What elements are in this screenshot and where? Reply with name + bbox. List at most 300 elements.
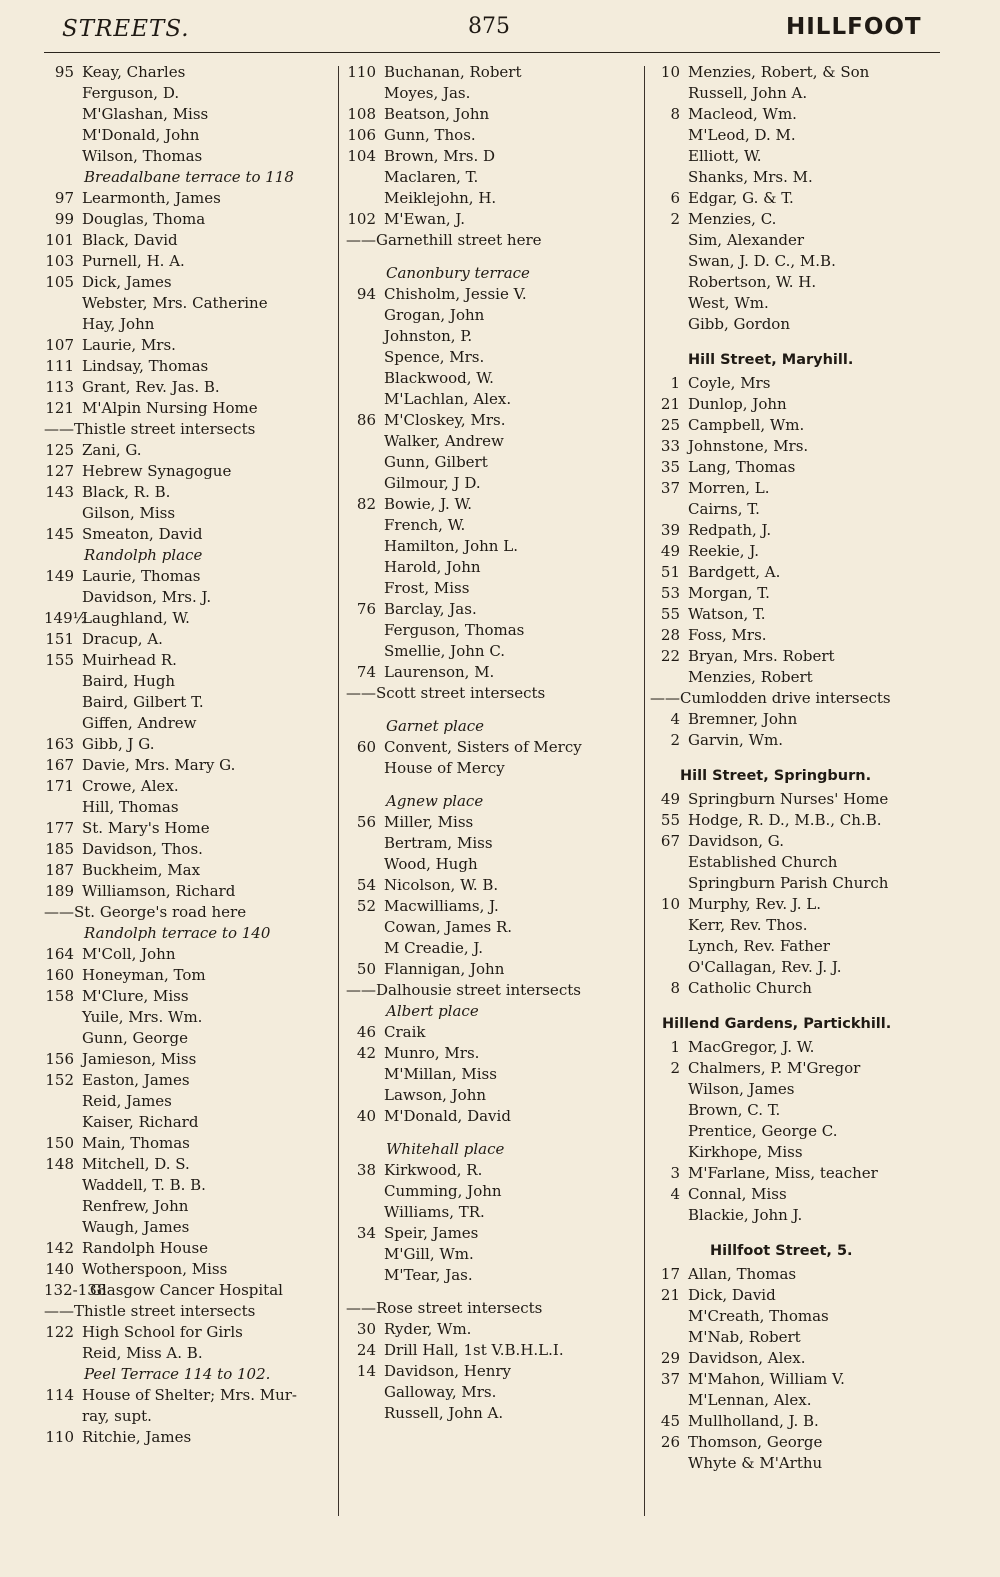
directory-entry [44,818,334,839]
directory-entry [44,1196,334,1217]
resident-name: House of Mercy [384,759,505,777]
house-number: 155 [45,651,74,669]
resident-name: Davidson, Thos. [82,840,203,858]
directory-entry [346,557,638,578]
house-number: 56 [356,813,376,831]
directory-entry [346,167,638,188]
street-heading [650,1011,940,1037]
directory-entry [44,1070,334,1091]
house-number: 114 [45,1386,74,1404]
intersection-note-text: ——Rose street intersects [346,1299,543,1317]
resident-name: M'Mahon, William V. [688,1370,845,1388]
directory-entry [44,713,334,734]
directory-entry [346,347,638,368]
resident-name: Douglas, Thoma [82,210,206,228]
resident-name: Reekie, J. [688,542,759,560]
resident-name: M'Gill, Wm. [384,1245,474,1263]
directory-entry [44,1238,334,1259]
resident-name: Davidson, Henry [384,1362,512,1380]
resident-name: Lawson, John [384,1086,487,1104]
directory-entry [346,104,638,125]
house-number: 140 [45,1260,74,1278]
directory-entry [44,755,334,776]
directory-entry [346,83,638,104]
house-number: 21 [660,395,680,413]
intersection-note-text: ——Scott street intersects [346,684,546,702]
resident-name: St. Mary's Home [82,819,210,837]
house-number: 51 [660,563,680,581]
resident-name: Shanks, Mrs. M. [688,168,813,186]
house-number: 4 [670,1185,680,1203]
resident-name: Randolph House [82,1239,209,1257]
directory-entry [44,1406,334,1427]
house-number: 46 [356,1023,376,1041]
intersection-note [44,1301,334,1322]
resident-name: French, W. [384,516,466,534]
resident-name: Catholic Church [688,979,812,997]
page-number: 875 [468,14,510,39]
intersection-note-text: ——Cumlodden drive intersects [650,689,891,707]
directory-entry [650,957,940,978]
house-number: 1 [670,374,680,392]
house-number: 127 [45,462,74,480]
directory-entry [346,146,638,167]
intersection-note-text: ——Thistle street intersects [44,1302,256,1320]
street-heading-text: Hill Street, Maryhill. [688,352,854,368]
house-number: 101 [45,231,74,249]
house-number: 104 [347,147,376,165]
resident-name: West, Wm. [688,294,769,312]
resident-name: Grogan, John [384,306,485,324]
directory-entry [650,978,940,999]
resident-name: Speir, James [384,1224,479,1242]
resident-name: ray, supt. [82,1407,152,1425]
resident-name: Lindsay, Thomas [82,357,209,375]
directory-entry [44,650,334,671]
directory-entry [346,1064,638,1085]
directory-entry [650,520,940,541]
directory-entry [44,1175,334,1196]
directory-entry [44,1133,334,1154]
resident-name: Swan, J. D. C., M.B. [688,252,836,270]
directory-entry [346,578,638,599]
directory-entry [44,104,334,125]
subsection-heading-text: Garnet place [386,717,485,735]
subsection-heading [44,545,334,566]
resident-name: M'Leod, D. M. [688,126,796,144]
directory-entry [650,915,940,936]
directory-entry [346,1265,638,1286]
subsection-heading [346,1001,638,1022]
directory-entry [346,1181,638,1202]
directory-entry [650,436,940,457]
resident-name: Ryder, Wm. [384,1320,472,1338]
subsection-heading [44,923,334,944]
directory-entry [650,625,940,646]
house-number: 149 [45,567,74,585]
house-number: 10 [660,63,680,81]
resident-name: M'Lachlan, Alex. [384,390,512,408]
directory-entry [44,62,334,83]
directory-entry [650,83,940,104]
resident-name: M'Nab, Robert [688,1328,801,1346]
resident-name: Renfrew, John [82,1197,189,1215]
resident-name: Smellie, John C. [384,642,506,660]
intersection-note-text: ——Thistle street intersects [44,420,256,438]
directory-entry [346,125,638,146]
directory-entry [650,1079,940,1100]
resident-name: Miller, Miss [384,813,474,831]
resident-name: Kerr, Rev. Thos. [688,916,808,934]
directory-entry [44,209,334,230]
directory-entry [346,1340,638,1361]
resident-name: M'Clure, Miss [82,987,189,1005]
resident-name: Mullholland, J. B. [688,1412,819,1430]
subsection-heading [44,167,334,188]
resident-name: Gunn, Gilbert [384,453,488,471]
resident-name: Crowe, Alex. [82,777,179,795]
directory-entry [346,917,638,938]
house-number: 103 [45,252,74,270]
directory-entry [346,494,638,515]
house-number: 10 [660,895,680,913]
column-3 [650,62,940,1474]
house-number: 148 [45,1155,74,1173]
resident-name: Macwilliams, J. [384,897,499,915]
resident-name: Watson, T. [688,605,766,623]
directory-entry [44,377,334,398]
resident-name: Hay, John [82,315,155,333]
directory-entry [346,188,638,209]
resident-name: Wotherspoon, Miss [82,1260,228,1278]
resident-name: Barclay, Jas. [384,600,477,618]
directory-entry [44,776,334,797]
resident-name: Campbell, Wm. [688,416,805,434]
directory-entry [650,167,940,188]
house-number: 97 [54,189,74,207]
directory-entry [44,797,334,818]
house-number: 8 [670,979,680,997]
house-number: 67 [660,832,680,850]
house-number: 14 [356,1362,376,1380]
intersection-note-text: ——Dalhousie street intersects [346,981,581,999]
directory-entry [44,671,334,692]
directory-entry [650,415,940,436]
house-number: 121 [45,399,74,417]
resident-name: Springburn Nurses' Home [688,790,889,808]
resident-name: Ritchie, James [82,1428,192,1446]
resident-name: Johnston, P. [384,327,473,345]
house-number: 42 [356,1044,376,1062]
resident-name: Menzies, C. [688,210,777,228]
house-number: 26 [660,1433,680,1451]
directory-entry [44,272,334,293]
directory-entry [650,125,940,146]
intersection-note [346,1298,638,1319]
directory-entry [650,1264,940,1285]
directory-entry [650,936,940,957]
directory-entry [346,473,638,494]
house-number: 110 [45,1428,74,1446]
house-number: 189 [45,882,74,900]
resident-name: M'Millan, Miss [384,1065,497,1083]
resident-name: M'Creath, Thomas [688,1307,829,1325]
resident-name: Drill Hall, 1st V.B.H.L.I. [384,1341,564,1359]
resident-name: MacGregor, J. W. [688,1038,815,1056]
directory-entry [650,852,940,873]
directory-entry [346,959,638,980]
house-number: 2 [670,210,680,228]
resident-name: Kirkwood, R. [384,1161,483,1179]
resident-name: Gunn, George [82,1029,189,1047]
directory-entry [346,284,638,305]
resident-name: Macleod, Wm. [688,105,797,123]
house-number: 111 [45,357,74,375]
directory-entry [650,314,940,335]
directory-entry [650,478,940,499]
house-number: 30 [356,1320,376,1338]
street-heading [650,347,940,373]
house-number: 160 [45,966,74,984]
page-header [0,0,1000,54]
spacer [650,751,940,763]
resident-name: Main, Thomas [82,1134,190,1152]
directory-entry [44,482,334,503]
resident-name: Gilmour, J D. [384,474,481,492]
column-1 [44,62,334,1448]
resident-name: M Creadie, J. [384,939,484,957]
resident-name: House of Shelter; Mrs. Mur- [82,1386,297,1404]
directory-entry [44,944,334,965]
resident-name: Keay, Charles [82,63,186,81]
spacer [650,1226,940,1238]
resident-name: Established Church [688,853,838,871]
resident-name: Chisholm, Jessie V. [384,285,527,303]
directory-entry [650,1121,940,1142]
resident-name: M'Donald, John [82,126,200,144]
directory-entry [650,62,940,83]
resident-name: Prentice, George C. [688,1122,838,1140]
house-number: 76 [356,600,376,618]
directory-entry [346,515,638,536]
directory-entry [44,1427,334,1448]
house-number: 4 [670,710,680,728]
directory-entry [346,833,638,854]
house-number: 60 [356,738,376,756]
subsection-heading [346,791,638,812]
resident-name: Hamilton, John L. [384,537,518,555]
directory-entry [650,1285,940,1306]
directory-entry [650,1100,940,1121]
resident-name: Kirkhope, Miss [688,1143,803,1161]
resident-name: Wilson, Thomas [82,147,203,165]
house-number: 50 [356,960,376,978]
directory-entry [650,1163,940,1184]
directory-entry [44,461,334,482]
directory-entry [44,566,334,587]
directory-entry [346,737,638,758]
directory-entry [44,608,334,629]
house-number: 164 [45,945,74,963]
directory-entry [346,1361,638,1382]
house-number: 55 [660,605,680,623]
directory-entry [650,1037,940,1058]
resident-name: Gunn, Thos. [384,126,476,144]
house-number: 185 [45,840,74,858]
resident-name: Menzies, Robert, & Son [688,63,870,81]
directory-entry [650,789,940,810]
resident-name: Convent, Sisters of Mercy [384,738,582,756]
directory-entry [650,251,940,272]
directory-entry [650,604,940,625]
directory-entry [44,1217,334,1238]
house-number: 8 [670,105,680,123]
resident-name: Garvin, Wm. [688,731,783,749]
directory-entry [650,831,940,852]
directory-entry [650,1411,940,1432]
directory-entry [346,1223,638,1244]
resident-name: Yuile, Mrs. Wm. [82,1008,203,1026]
house-number: 2 [670,731,680,749]
directory-entry [650,1453,940,1474]
house-number: 105 [45,273,74,291]
house-number: 110 [347,63,376,81]
directory-entry [650,146,940,167]
directory-entry [650,562,940,583]
directory-entry [650,272,940,293]
directory-entry [44,587,334,608]
resident-name: Russell, John A. [384,1404,504,1422]
resident-name: M'Tear, Jas. [384,1266,473,1284]
subsection-heading-text: Canonbury terrace [386,264,530,282]
resident-name: Lynch, Rev. Father [688,937,830,955]
resident-name: Bryan, Mrs. Robert [688,647,835,665]
resident-name: Baird, Hugh [82,672,176,690]
resident-name: Ferguson, D. [82,84,180,102]
directory-entry [44,1028,334,1049]
resident-name: Ferguson, Thomas [384,621,525,639]
house-number: 37 [660,479,680,497]
resident-name: Maclaren, T. [384,168,479,186]
directory-entry [44,524,334,545]
resident-name: Waddell, T. B. B. [82,1176,206,1194]
house-number: 33 [660,437,680,455]
resident-name: Reid, James [82,1092,172,1110]
directory-entry [346,1106,638,1127]
resident-name: Hill, Thomas [82,798,179,816]
resident-name: Robertson, W. H. [688,273,817,291]
resident-name: Mitchell, D. S. [82,1155,190,1173]
resident-name: M'Coll, John [82,945,176,963]
directory-entry [650,394,940,415]
resident-name: Nicolson, W. B. [384,876,499,894]
intersection-note [650,688,940,709]
directory-entry [44,503,334,524]
subsection-heading-text: Albert place [386,1002,479,1020]
directory-entry [44,1343,334,1364]
house-number: 25 [660,416,680,434]
resident-name: Murphy, Rev. J. L. [688,895,821,913]
resident-name: Menzies, Robert [688,668,813,686]
house-number: 177 [45,819,74,837]
resident-name: Dick, David [688,1286,776,1304]
resident-name: Hebrew Synagogue [82,462,232,480]
house-number: 94 [356,285,376,303]
directory-entry [346,410,638,431]
directory-entry [44,860,334,881]
house-number: 6 [670,189,680,207]
resident-name: Zani, G. [82,441,142,459]
resident-name: Williamson, Richard [82,882,236,900]
resident-name: Russell, John A. [688,84,808,102]
directory-entry [650,209,940,230]
directory-entry [44,1091,334,1112]
resident-name: Connal, Miss [688,1185,787,1203]
resident-name: Laurie, Thomas [82,567,201,585]
spacer [346,704,638,716]
resident-name: Sim, Alexander [688,231,805,249]
directory-entry [44,356,334,377]
spacer [346,1286,638,1298]
directory-entry [346,875,638,896]
directory-entry [650,873,940,894]
resident-name: Blackwood, W. [384,369,494,387]
directory-entry [650,373,940,394]
house-number: 151 [45,630,74,648]
directory-entry [650,1348,940,1369]
resident-name: Frost, Miss [384,579,470,597]
house-number: 163 [45,735,74,753]
directory-entry [44,125,334,146]
resident-name: Davie, Mrs. Mary G. [82,756,236,774]
resident-name: Dick, James [82,273,172,291]
resident-name: Davidson, Alex. [688,1349,806,1367]
house-number: 150 [45,1134,74,1152]
house-number: 143 [45,483,74,501]
directory-entry [346,536,638,557]
house-number: 24 [356,1341,376,1359]
house-number: 108 [347,105,376,123]
resident-name: Dracup, A. [82,630,163,648]
resident-name: Foss, Mrs. [688,626,767,644]
header-rule [44,52,940,53]
directory-entry [44,1007,334,1028]
house-number: 34 [356,1224,376,1242]
directory-entry [650,730,940,751]
house-number: 142 [45,1239,74,1257]
house-number: 55 [660,811,680,829]
directory-entry [346,1085,638,1106]
directory-entry [44,734,334,755]
resident-name: Brown, C. T. [688,1101,781,1119]
resident-name: M'Farlane, Miss, teacher [688,1164,878,1182]
directory-entry [346,812,638,833]
directory-entry [346,431,638,452]
directory-entry [44,314,334,335]
resident-name: Johnstone, Mrs. [688,437,809,455]
resident-name: Chalmers, P. M'Gregor [688,1059,861,1077]
directory-entry [44,188,334,209]
directory-entry [650,667,940,688]
house-number: 53 [660,584,680,602]
directory-entry [346,209,638,230]
directory-entry [650,457,940,478]
resident-name: Redpath, J. [688,521,772,539]
directory-entry [346,326,638,347]
subsection-heading-text: Randolph place [84,546,203,564]
house-number: 95 [54,63,74,81]
resident-name: Bowie, J. W. [384,495,473,513]
